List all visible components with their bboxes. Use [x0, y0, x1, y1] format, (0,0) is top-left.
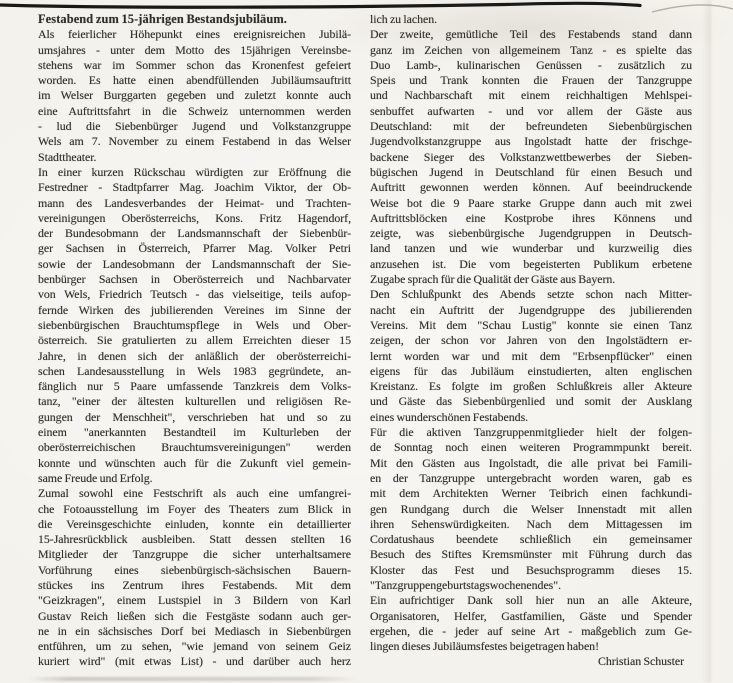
article-paragraph: [370, 593, 692, 654]
article-paragraph: [370, 27, 692, 287]
text-line: Als feierlicher Höhepunkt eines ereignisreichen Jubilä-: [38, 27, 351, 42]
text-line: ergehen, die - jeder auf seine Art - maßgeblich zum Ge-: [370, 623, 692, 638]
text-line: Den Schlußpunkt des Abends setzte schon nach Mitter-: [370, 287, 692, 302]
text-line: und Nachbarschaft mit einem reichhaltigen Mehlspei-: [370, 88, 692, 103]
text-line: Besuch des Stiftes Kremsmünster mit Führung durch das: [370, 547, 692, 562]
text-line: ger Sachsen in Österreich, Pfarrer Mag. Volker Petri: [38, 241, 351, 256]
text-line: Ein aufrichtiger Dank soll hier nun an alle Akteure,: [370, 593, 692, 608]
text-line: Weise bot die 9 Paare starke Gruppe dann auch mit zwei: [370, 195, 692, 210]
article-paragraph: [38, 165, 351, 486]
text-line: Deutschland: mit der befreundeten Siebenbürgischen: [370, 119, 692, 134]
text-line: eine Auftrittsfahrt in die Schweiz unternommen werden: [38, 103, 351, 118]
text-line: Auftrittsblöcken eine Kostprobe ihres Könnens und: [370, 210, 692, 225]
text-line: österreich. Sie gratulierten zu allem Erreichten dieser 15: [38, 333, 351, 348]
article-heading: [38, 12, 351, 27]
text-line: Mitglieder der Tanzgruppe die sicher unterhaltsamere: [38, 547, 351, 562]
text-line: eines wunderschönen Festabends.: [370, 409, 529, 424]
text-line: Organisatoren, Helfer, Gastfamilien, Gäste und Spender: [370, 608, 692, 623]
text-line: im Welser Burggarten gegeben und zuletzt konnte auch: [38, 88, 351, 103]
author-signature: [370, 654, 692, 669]
text-line: Jahre, in denen sich der anläßlich der oberösterreichi-: [38, 348, 351, 363]
text-line: mit dem Architekten Werner Teibrich einen fachkundi-: [370, 486, 692, 501]
article-paragraph: [38, 27, 351, 165]
text-line: "Tanzgruppengeburtstagswochenendes".: [370, 577, 561, 592]
text-line: worden. Es hatte einen abendfüllenden Jubiläumsauftritt: [38, 73, 351, 88]
text-line: sowie der Landesobmann der Landsmannschaft der Sie-: [38, 256, 351, 271]
text-line: Mit den Gästen aus Ingolstadt, die alle privat bei Famili-: [370, 455, 692, 470]
text-line: In einer kurzen Rückschau würdigten zur Eröffnung die: [38, 164, 351, 179]
text-line: fernde Wirken des jubilierenden Vereines im Sinne der: [38, 302, 351, 317]
text-line: lingen dieses Jubiläumsfestes beigetragen haben!: [370, 639, 599, 654]
text-line: zeigen, der schon vor Jahren von den Ingolstädtern er-: [370, 333, 692, 348]
text-line: en der Tanzgruppe untergebracht worden waren, gab es: [370, 470, 692, 485]
text-line: stückes ins Zentrum ihres Festabends. Mit dem: [38, 577, 351, 592]
text-line: ganz im Zeichen von allgemeinem Tanz - es spielte das: [370, 42, 692, 57]
text-line: Auftritt gewonnen werden können. Auf beeindruckende: [370, 180, 692, 195]
text-line: bügischen Jugend in Deutschland für einen Besuch und: [370, 164, 692, 179]
text-line: Christian Schuster: [597, 654, 684, 669]
text-line: gungen der Menschheit", verschrieben hat und so zu: [38, 409, 351, 424]
text-line: land tanzen und wie wunderbar und kurzweilig dies: [370, 241, 692, 256]
text-line: einem "anerkannten Bestandteil im Kulturleben der: [38, 425, 351, 440]
text-line: Duo Lamb-, kulinarischen Genüssen - zusätzlich zu: [370, 57, 692, 72]
text-line: Vorführung eines siebenbürgisch-sächsischen Bauern-: [38, 562, 351, 577]
text-line: Zumal sowohl eine Festschrift als auch eine umfangrei-: [38, 486, 351, 501]
text-line: kuriert wird" (mit etwas List) - und darüber auch herz: [38, 654, 351, 669]
text-line: lernt worden war und mit dem "Erbsenpflücker" einen: [370, 348, 692, 363]
text-line: Vereins. Mit dem "Schau Lustig" konnte sie einen Tanz: [370, 317, 692, 332]
article-paragraph: [38, 486, 351, 670]
article-paragraph: [370, 287, 692, 425]
text-line: umsjahres - unter dem Motto des 15jährigen Vereinsbe-: [38, 42, 351, 57]
text-line: konnte und wünschten auch für die Zukunft viel gemein-: [38, 455, 351, 470]
text-line: gen Rundgang durch die Welser Innenstadt mit allen: [370, 501, 692, 516]
text-line: senbuffet aufwarten - und vor allem der Gäste aus: [370, 103, 692, 118]
text-line: benbürger Sachsen in Oberösterreich und Nachbarvater: [38, 272, 351, 287]
text-line: die Vereinsgeschichte einluden, konnte ein detaillierter: [38, 516, 351, 531]
text-line: "Geizkragen", einem Lustspiel in 3 Bildern von Karl: [38, 593, 351, 608]
text-line: Festabend zum 15-jährigen Bestandsjubiläum.: [38, 12, 287, 26]
text-line: Festredner - Stadtpfarrer Mag. Joachim Viktor, der Ob-: [38, 180, 351, 195]
article-paragraph: [370, 425, 692, 593]
text-line: Zugabe sprach für die Qualität der Gäste aus Bayern.: [370, 272, 616, 287]
text-line: 15-Jahresrückblick ausbleiben. Statt dessen stellten 16: [38, 532, 351, 547]
text-line: vereinigungen Oberösterreichs, Kons. Fritz Hagendorf,: [38, 210, 351, 225]
scan-smudge-bottom: [28, 677, 358, 681]
text-line: mann des Landesverbandes der Heimat- und Trachten-: [38, 195, 351, 210]
text-line: ihren Sehenswürdigkeiten. Nach dem Mittagessen im: [370, 516, 692, 531]
text-line: nacht ein Auftritt der Jugendgruppe des jubilierenden: [370, 302, 692, 317]
article-column-left: [38, 12, 351, 670]
text-line: zeigte, was siebenbürgische Jugendgruppen in Deutsch-: [370, 226, 692, 241]
text-line: fänglich nur 5 Paare umfassende Tanzkreis dem Volks-: [38, 379, 351, 394]
text-line: schen Landesausstellung in Wels 1983 gegründete, an-: [38, 363, 351, 378]
text-line: von Wels, Friedrich Teutsch - das vielseitige, teils aufop-: [38, 287, 351, 302]
text-line: Kloster das Fest und Besuchsprogramm dieses 15.: [370, 562, 692, 577]
text-line: Wels am 7. November zu einem Festabend in das Welser: [38, 134, 351, 149]
text-line: eigens für das Jubiläum einstudierten, alten englischen: [370, 363, 692, 378]
text-line: Jugendvolkstanzgruppe aus Ingolstadt hatte der frischge-: [370, 134, 692, 149]
text-line: und Gäste das Siebenbürgenlied und somit der Ausklang: [370, 394, 692, 409]
text-line: Speis und Trank konnten die Frauen der Tanzgruppe: [370, 73, 692, 88]
text-line: Für die aktiven Tanzgruppenmitglieder hielt der folgen-: [370, 425, 692, 440]
text-line: Kreistanz. Es folgte im großen Schlußkreis aller Akteure: [370, 379, 692, 394]
text-line: Cordatushaus beendete schließlich ein gemeinsamer: [370, 532, 692, 547]
article-column-right: [370, 12, 692, 670]
text-line: siebenbürgischen Brauchtumspflege in Wels und Ober-: [38, 317, 351, 332]
text-line: anzusehen ist. Die vom begeisterten Publikum erbetene: [370, 256, 692, 271]
text-line: tanz, "einer der ältesten kulturellen und religiösen Re-: [38, 394, 351, 409]
text-line: backene Sieger des Volkstanzwettbewerbes der Sieben-: [370, 149, 692, 164]
text-line: - lud die Siebenbürger Jugend und Volkstanzgruppe: [38, 119, 351, 134]
text-line: oberösterreichischen Brauchtumsvereinigungen" werden: [38, 440, 351, 455]
text-line: Gustav Reich ließen sich die Festgäste sodann auch ger-: [38, 608, 351, 623]
text-line: ne in ein sächsisches Dorf bei Mediasch in Siebenbürgen: [38, 623, 351, 638]
text-line: der Bundesobmann der Landsmannschaft der Siebenbür-: [38, 226, 351, 241]
text-line: che Fotoausstellung im Foyer des Theaters zum Blick in: [38, 501, 351, 516]
text-line: Stadttheater.: [38, 149, 97, 164]
text-line: de Sonntag noch einen weiteren Programmpunkt bereit.: [370, 440, 692, 455]
text-line: stehens war im Sommer schon das Kronenfest gefeiert: [38, 57, 351, 72]
text-line: same Freude und Erfolg.: [38, 470, 153, 485]
article-paragraph: [370, 12, 692, 27]
text-line: lich zu lachen.: [370, 12, 438, 26]
text-line: Der zweite, gemütliche Teil des Festabends stand dann: [370, 27, 692, 42]
scan-edge-shade: [702, 0, 711, 683]
text-line: entführen, um zu sehen, "wie jemand von seinem Geiz: [38, 639, 351, 654]
